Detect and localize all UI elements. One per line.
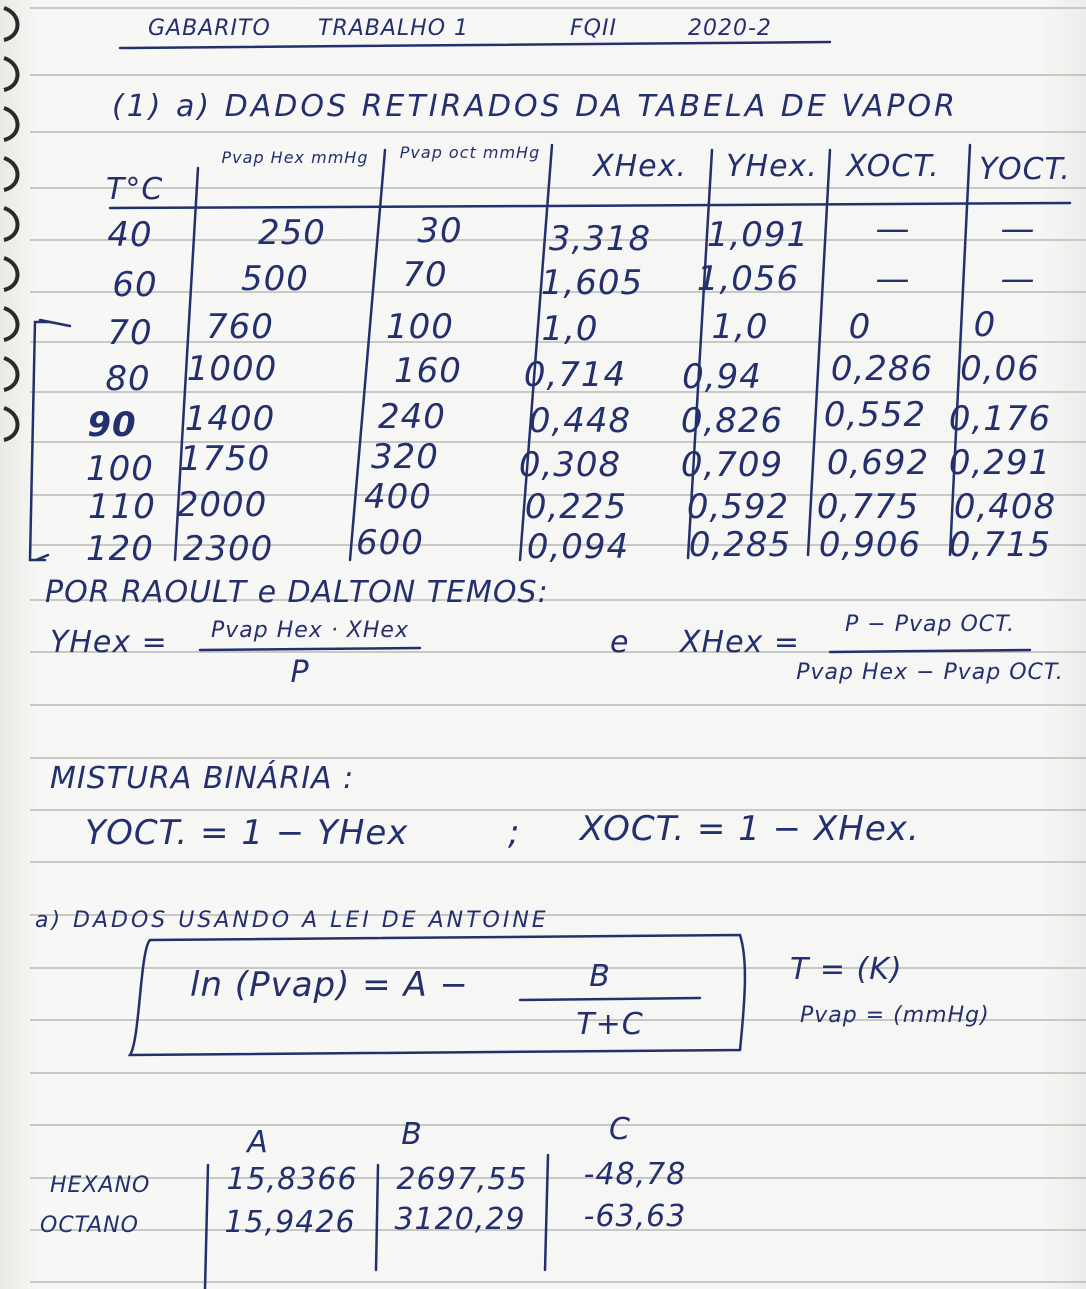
table-cell: 0	[848, 307, 872, 347]
binary-separator: ;	[508, 813, 521, 853]
header-trabalho: TRABALHO 1	[318, 16, 470, 41]
const-row-name: OCTANO	[40, 1213, 139, 1238]
table-cell: 0,709	[680, 445, 784, 485]
table-cell: 0,94	[682, 357, 762, 397]
const-col-a: A	[247, 1125, 269, 1160]
table-cell: 30	[417, 211, 463, 251]
table-cell: 1,0	[541, 309, 599, 349]
table-cell: 0,176	[948, 399, 1052, 439]
const-cell: 3120,29	[394, 1202, 526, 1237]
const-cell: 2697,55	[396, 1162, 528, 1197]
table-cell: 90	[87, 405, 137, 445]
table-cell: 1,0	[711, 307, 769, 347]
header-course: FQII	[570, 16, 617, 41]
table-cell: 160	[394, 351, 462, 391]
table-cell: 400	[364, 477, 432, 517]
table-cell: 0,286	[830, 349, 934, 389]
table-cell: 0,408	[953, 487, 1057, 527]
table-cell: —	[875, 209, 911, 249]
binary-eq-x: XOCT. = 1 − XHex.	[580, 809, 920, 849]
const-row-name: HEXANO	[50, 1173, 151, 1198]
const-col-b: B	[401, 1117, 423, 1152]
raoult-conjunction: e	[610, 625, 630, 660]
antoine-num: B	[589, 959, 611, 994]
table-cell: 2300	[182, 529, 274, 569]
table-cell: 500	[241, 259, 309, 299]
table-cell: 0,06	[960, 349, 1040, 389]
antoine-unit-p: Pvap = (mmHg)	[800, 1003, 990, 1028]
table-cell: 70	[402, 255, 448, 295]
table-cell: 250	[258, 213, 326, 253]
const-cell: 15,8366	[226, 1162, 358, 1197]
col-header-yhex: YHex.	[726, 149, 818, 184]
table-cell: 760	[206, 307, 274, 347]
table-cell: 1,605	[540, 263, 644, 303]
table-cell: 0,592	[686, 487, 790, 527]
table-cell: 120	[86, 529, 154, 569]
table-cell: 0,225	[524, 487, 628, 527]
table-cell: 1750	[179, 439, 271, 479]
table-cell: 1000	[186, 349, 278, 389]
table-cell: 0,826	[680, 401, 784, 441]
binary-heading: MISTURA BINÁRIA :	[50, 761, 355, 796]
raoult-num-y: Pvap Hex · XHex	[211, 618, 409, 643]
raoult-den-x: Pvap Hex − Pvap OCT.	[796, 660, 1064, 685]
col-header-temp: T°C	[106, 172, 164, 207]
table-cell: 320	[371, 437, 439, 477]
col-header-yoct: YOCT.	[979, 152, 1071, 187]
raoult-num-x: P − Pvap OCT.	[845, 612, 1015, 637]
table-cell: —	[1000, 259, 1036, 299]
table-cell: 1400	[184, 399, 276, 439]
table-cell: 0,715	[948, 525, 1052, 565]
spiral-binding	[0, 0, 40, 460]
table-cell: 0,448	[528, 401, 632, 441]
raoult-lhs-x: XHex =	[680, 625, 800, 660]
col-header-pvap-hex: Pvap Hex mmHg	[221, 148, 369, 167]
table-cell: 40	[107, 215, 153, 255]
table-cell: 0,291	[948, 443, 1052, 483]
raoult-lhs-y: YHex =	[50, 625, 168, 660]
table-cell: 0,552	[823, 395, 927, 435]
table-cell: 1,056	[696, 259, 800, 299]
table-cell: —	[1000, 209, 1036, 249]
table-cell: 2000	[176, 485, 268, 525]
table-cell: 0,308	[518, 445, 622, 485]
col-header-pvap-oct: Pvap oct mmHg	[399, 143, 541, 162]
header-gabarito: GABARITO	[148, 16, 271, 41]
table-cell: 70	[107, 313, 153, 353]
const-cell: -48,78	[583, 1157, 687, 1192]
section-heading: (1) a) DADOS RETIRADOS DA TABELA DE VAPOR	[112, 89, 958, 124]
table-cell: —	[875, 259, 911, 299]
table-cell: 0,692	[826, 443, 930, 483]
table-cell: 0,714	[523, 355, 627, 395]
table-cell: 100	[386, 307, 454, 347]
antoine-lhs: ln (Pvap) = A −	[190, 965, 470, 1005]
table-cell: 80	[105, 359, 151, 399]
const-cell: -63,63	[583, 1199, 687, 1234]
table-cell: 600	[356, 523, 424, 563]
table-cell: 0	[973, 305, 997, 345]
antoine-heading: a) DADOS USANDO A LEI DE ANTOINE	[35, 908, 549, 933]
const-col-c: C	[609, 1112, 631, 1147]
table-cell: 0,775	[816, 487, 920, 527]
antoine-den: T+C	[576, 1007, 644, 1042]
table-cell: 1,091	[706, 215, 810, 255]
raoult-den-y: P	[290, 655, 310, 690]
col-header-xoct: XOCT.	[846, 149, 940, 184]
antoine-unit-t: T = (K)	[790, 952, 903, 987]
table-cell: 240	[378, 397, 446, 437]
header-term: 2020-2	[688, 16, 772, 41]
raoult-intro: POR RAOULT e DALTON TEMOS:	[45, 575, 549, 610]
table-cell: 60	[112, 265, 158, 305]
table-cell: 110	[88, 487, 156, 527]
table-cell: 100	[86, 449, 154, 489]
const-cell: 15,9426	[224, 1205, 356, 1240]
binary-eq-y: YOCT. = 1 − YHex	[85, 813, 409, 853]
table-cell: 0,285	[688, 525, 792, 565]
table-cell: 0,906	[818, 525, 922, 565]
table-cell: 0,094	[526, 527, 630, 567]
col-header-xhex: XHex.	[593, 149, 687, 184]
table-cell: 3,318	[548, 219, 652, 259]
